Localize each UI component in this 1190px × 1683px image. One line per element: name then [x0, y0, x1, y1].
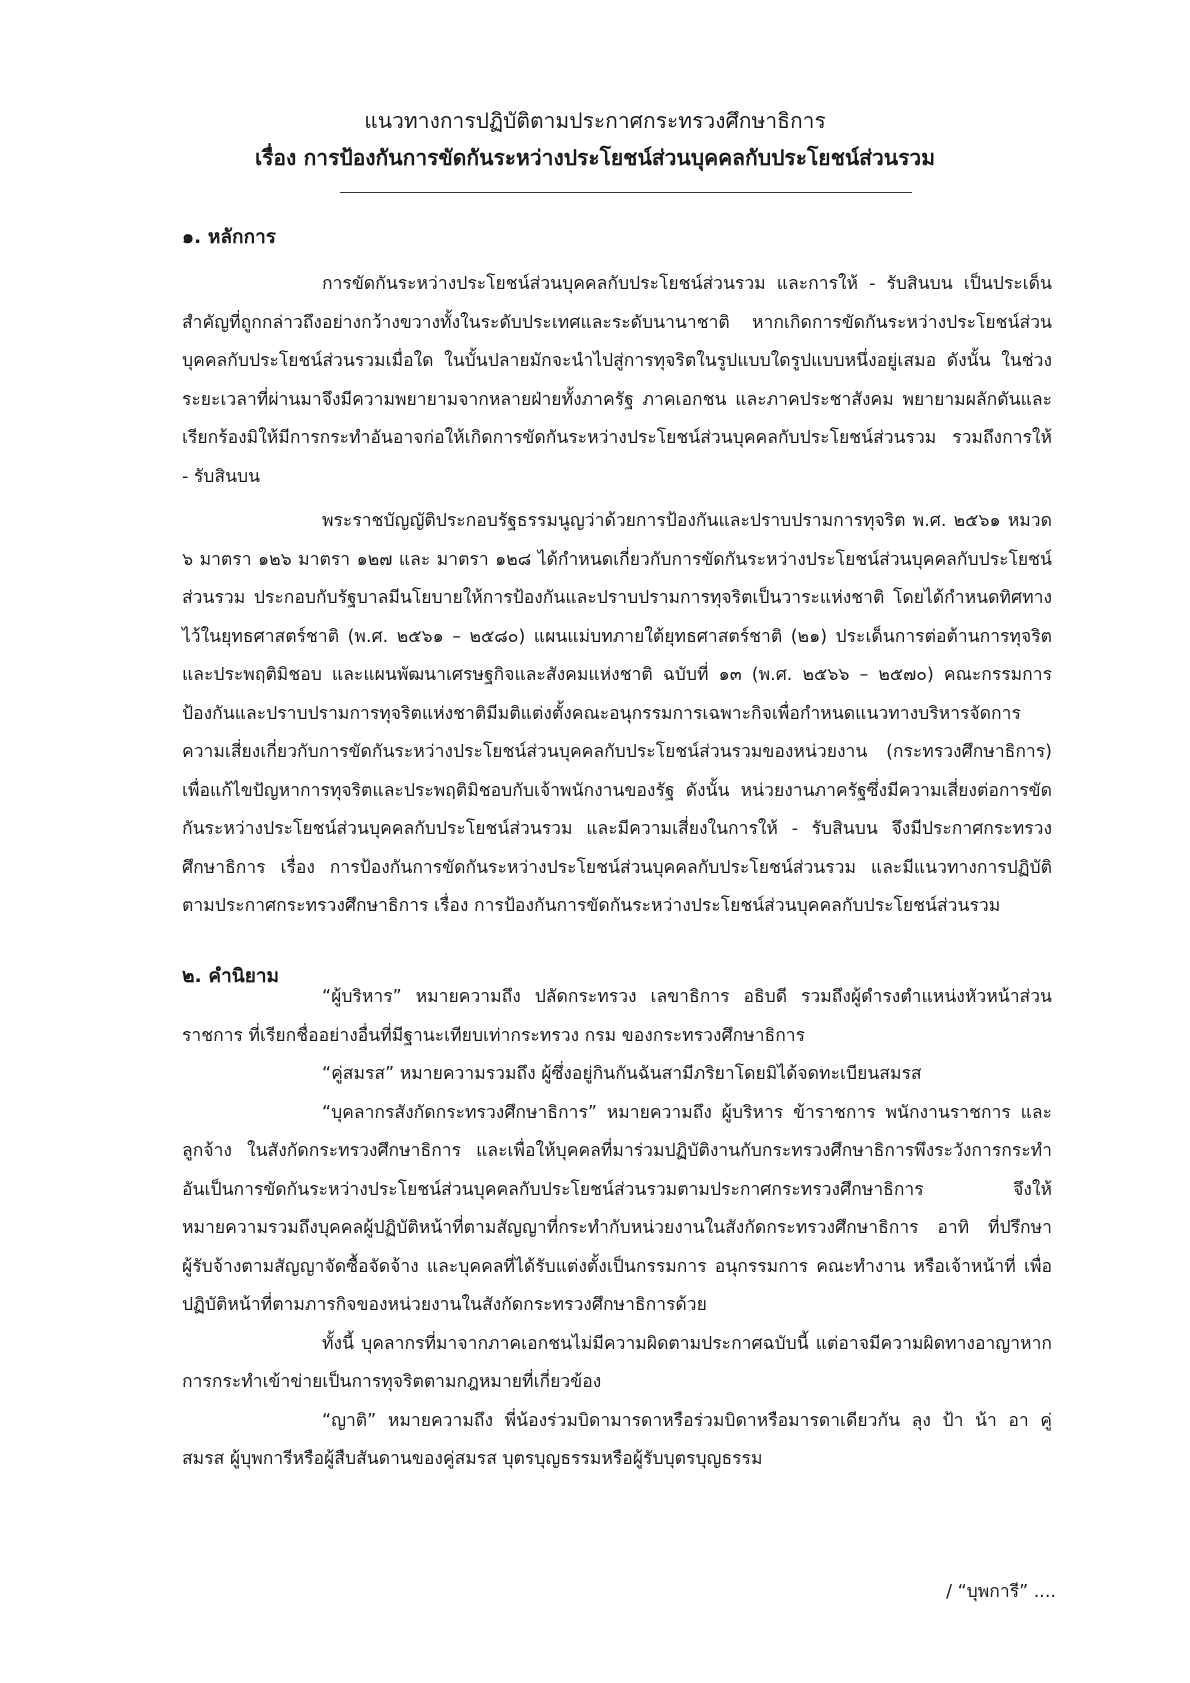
title-underline — [340, 192, 912, 193]
section-2-body — [182, 978, 1052, 1479]
section-2-heading: ๒. คำนิยาม — [182, 965, 280, 987]
title-line-2: เรื่อง การป้องกันการขัดกันระหว่างประโยชน์ส่วนบุคคลกับประโยชน์ส่วนรวม — [254, 146, 936, 170]
definition-paragraph: “ญาติ” หมายความถึง พี่น้องร่วมบิดามารดาหรือร่วมบิดาหรือมารดาเดียวกัน ลุง ป้า น้า อา คู่สมรส ผู้บุพการีหรือผู้สืบสันดานของคู่สมรส บุตรบุญธรรมหรือผู้รับบุตรบุญธรรม — [182, 1410, 1052, 1469]
section-1-body — [182, 265, 1052, 926]
section-1-paragraph: พระราชบัญญัติประกอบรัฐธรรมนูญว่าด้วยการป้องกันและปราบปรามการทุจริต พ.ศ. ๒๕๖๑ หมวด ๖ มาตรา ๑๒๖ มาตรา ๑๒๗ และ มาตรา ๑๒๘ ได้กำหนดเกี่ยวกับการขัดกันระหว่างประโยชน์ส่วนบุคคลกับประโยชน์ส่วนรวม ประกอบกับรัฐบาลมีนโยบายให้การป้องกันและปราบปรามการทุจริตเป็นวาระแห่งชาติ โดยได้กำหนดทิศทางไว้ในยุทธศาสตร์ชาติ (พ.ศ. ๒๕๖๑ – ๒๕๘๐) แผนแม่บทภายใต้ยุทธศาสตร์ชาติ (๒๑) ประเด็นการต่อต้านการทุจริตและประพฤติมิชอบ และแผนพัฒนาเศรษฐกิจและสังคมแห่งชาติ ฉบับที่ ๑๓ (พ.ศ. ๒๕๖๖ – ๒๕๗๐) คณะกรรมการป้องกันและปราบปรามการทุจริตแห่งชาติมีมติแต่งตั้งคณะอนุกรรมการเฉพาะกิจเพื่อกำหนดแนวทางบริหารจัดการความเสี่ยงเกี่ยวกับการขัดกันระหว่างประโยชน์ส่วนบุคคลกับประโยชน์ส่วนรวมของหน่วยงาน (กระทรวงศึกษาธิการ) เพื่อแก้ไขปัญหาการทุจริตและประพฤติมิชอบกับเจ้าพนักงานของรัฐ ดังนั้น หน่วยงานภาครัฐซึ่งมีความเสี่ยงต่อการขัดกันระหว่างประโยชน์ส่วนบุคคลกับประโยชน์ส่วนรวม และมีความเสี่ยงในการให้ - รับสินบน จึงมีประกาศกระทรวงศึกษาธิการ เรื่อง การป้องกันการขัดกันระหว่างประโยชน์ส่วนบุคคลกับประโยชน์ส่วนรวม และมีแนวทางการปฏิบัติตามประกาศกระทรวงศึกษาธิการ เรื่อง การป้องกันการขัดกันระหว่างประโยชน์ส่วนบุคคลกับประโยชน์ส่วนรวม — [182, 511, 1052, 916]
section-1-paragraph: การขัดกันระหว่างประโยชน์ส่วนบุคคลกับประโยชน์ส่วนรวม และการให้ - รับสินบน เป็นประเด็นสำคัญที่ถูกกล่าวถึงอย่างกว้างขวางทั้งในระดับประเทศและระดับนานาชาติ หากเกิดการขัดกันระหว่างประโยชน์ส่วนบุคคลกับประโยชน์ส่วนรวมเมื่อใด ในบั้นปลายมักจะนำไปสู่การทุจริตในรูปแบบใดรูปแบบหนึ่งอยู่เสมอ ดังนั้น ในช่วงระยะเวลาที่ผ่านมาจึงมีความพยายามจากหลายฝ่ายทั้งภาครัฐ ภาคเอกชน และภาคประชาสังคม พยายามผลักดันและเรียกร้องมิให้มีการกระทำอันอาจก่อให้เกิดการขัดกันระหว่างประโยชน์ส่วนบุคคลกับประโยชน์ส่วนรวม รวมถึงการให้ - รับสินบน — [182, 274, 1052, 487]
page-continuation-note: / “บุพการี” .... — [946, 1582, 1056, 1602]
section-1-heading: ๑. หลักการ — [182, 226, 276, 248]
title-line-1: แนวทางการปฏิบัติตามประกาศกระทรวงศึกษาธิการ — [364, 109, 826, 133]
definition-paragraph: “บุคลากรสังกัดกระทรวงศึกษาธิการ” หมายความถึง ผู้บริหาร ข้าราชการ พนักงานราชการ และลูกจ้าง ในสังกัดกระทรวงศึกษาธิการ และเพื่อให้บุคคลที่มาร่วมปฏิบัติงานกับกระทรวงศึกษาธิการพึงระวังการกระทำอันเป็นการขัดกันระหว่างประโยชน์ส่วนบุคคลกับประโยชน์ส่วนรวมตามประกาศกระทรวงศึกษาธิการ จึงให้หมายความรวมถึงบุคคลผู้ปฏิบัติหน้าที่ตามสัญญาที่กระทำกับหน่วยงานในสังกัดกระทรวงศึกษาธิการ อาทิ ที่ปรึกษา ผู้รับจ้างตามสัญญาจัดซื้อจัดจ้าง และบุคคลที่ได้รับแต่งตั้งเป็นกรรมการ อนุกรรมการ คณะทำงาน หรือเจ้าหน้าที่ เพื่อปฏิบัติหน้าที่ตามภารกิจของหน่วยงานในสังกัดกระทรวงศึกษาธิการด้วย — [182, 1102, 1052, 1315]
document-title — [0, 103, 1190, 177]
definition-paragraph: ทั้งนี้ บุคลากรที่มาจากภาคเอกชนไม่มีความผิดตามประกาศฉบับนี้ แต่อาจมีความผิดทางอาญาหากการกระทำเข้าข่ายเป็นการทุจริตตามกฎหมายที่เกี่ยวข้อง — [182, 1333, 1052, 1392]
definition-paragraph: “ผู้บริหาร” หมายความถึง ปลัดกระทรวง เลขาธิการ อธิบดี รวมถึงผู้ดำรงตำแหน่งหัวหน้าส่วนราชการ ที่เรียกชื่ออย่างอื่นที่มีฐานะเทียบเท่ากระทรวง กรม ของกระทรวงศึกษาธิการ — [182, 987, 1052, 1046]
definition-paragraph: “คู่สมรส” หมายความรวมถึง ผู้ซึ่งอยู่กินกันฉันสามีภริยาโดยมิได้จดทะเบียนสมรส — [322, 1064, 922, 1084]
